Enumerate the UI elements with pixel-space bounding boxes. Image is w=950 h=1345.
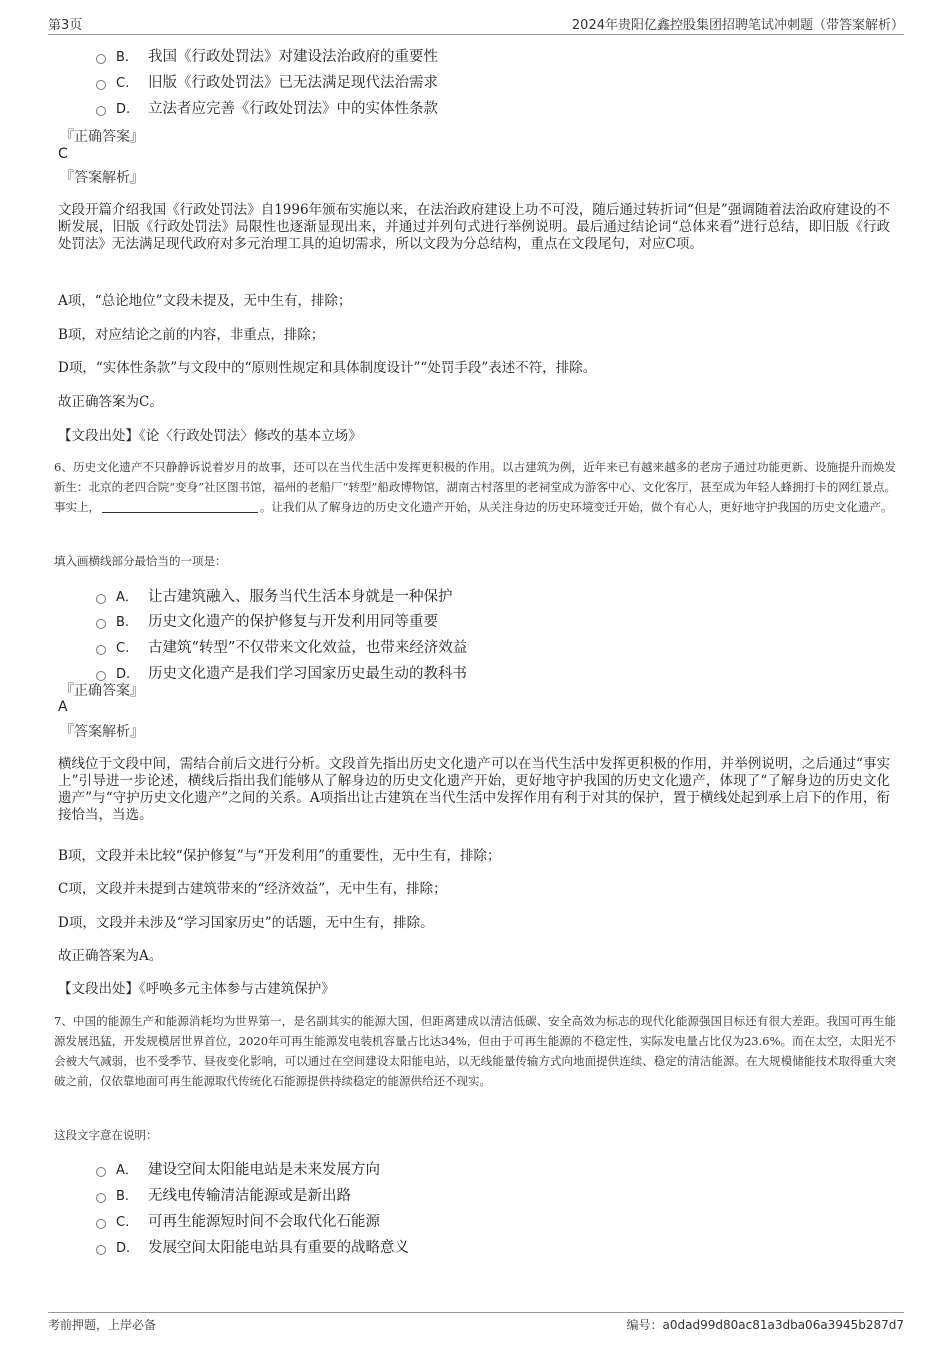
q6-analysis: 横线位于文段中间，需结合前后文进行分析。文段首先指出历史文化遗产可以在当代生活中发挥更积极的作用，并举例说明，之后通过“事实上”引导进一步论述，横线后指出我们能够从了解身边的历史文化遗产开始，更好地守护我国的历史文化遗产，体现了“了解身边的历史文化遗产”与“守护历史文化遗产”之间的关系。A项指出让古建筑在当代生活中发挥作用有利于对其的保护，置于横线处起到承上启下的作用，衔接恰当，当选。 [58, 756, 890, 823]
radio-icon[interactable] [96, 619, 106, 629]
q6-answer-label: 『正确答案』 [60, 683, 144, 699]
q6-analysis-label: 『答案解析』 [60, 724, 144, 740]
q7-stem: 7、中国的能源生产和能源消耗均为世界第一，是名副其实的能源大国，但距离建成以清洁低碳、安全高效为标志的现代化能源强国目标还有很大差距。我国可再生能源发展迅猛，开发规模居世界首位，2020年可再生能源发电装机容量占比达34%，但由于可再生能源的不稳定性，实际发电量占比仅为23.6%。而在太空，太阳光不会被大气减弱，也不受季节、昼夜变化影响，可以通过在空间建设太阳能电站，以无线能量传输方式向地面提供连续、稳定的清洁能源。在大规模储能技术取得重大突破之前，仅依靠地面可再生能源取代传统化石能源提供持续稳定的能源供给还不现实。 [54, 1014, 896, 1088]
q6-option-b[interactable]: B. 历史文化遗产的保护修复与开发利用同等重要 [96, 611, 438, 633]
page-number: 第3页 [48, 18, 83, 33]
q5-answer-label: 『正确答案』 [60, 129, 144, 145]
radio-icon[interactable] [96, 1167, 106, 1177]
q6-option-c[interactable]: C. 古建筑“转型”不仅带来文化效益，也带来经济效益 [96, 637, 467, 659]
q6-answer: A [58, 699, 68, 715]
q5-answer: C [58, 146, 68, 162]
q5-conclusion: 故正确答案为C。 [58, 394, 163, 410]
document-title: 2024年贵阳亿鑫控股集团招聘笔试冲刺题（带答案解析） [571, 18, 904, 33]
q5-option-d[interactable]: D. 立法者应完善《行政处罚法》中的实体性条款 [96, 98, 438, 120]
page-footer [48, 1312, 904, 1332]
q5-note-d: D项，“实体性条款”与文段中的“原则性规定和具体制度设计”“处罚手段”表述不符，排除。 [58, 360, 597, 376]
radio-icon[interactable] [96, 106, 106, 116]
q6-conclusion: 故正确答案为A。 [58, 948, 163, 964]
q7-prompt: 这段文字意在说明： [54, 1128, 158, 1142]
radio-icon[interactable] [96, 1219, 106, 1229]
radio-icon[interactable] [96, 645, 106, 655]
q5-option-b[interactable]: B. 我国《行政处罚法》对建设法治政府的重要性 [96, 46, 438, 68]
document-id: 编号：a0dad99d80ac81a3dba06a3945b287d7 [626, 1318, 904, 1332]
answer-blank [102, 500, 258, 513]
q5-analysis-label: 『答案解析』 [60, 170, 144, 186]
q6-note-b: B项，文段并未比较“保护修复”与“开发利用”的重要性，无中生有，排除； [58, 848, 501, 864]
q7-option-c[interactable]: C. 可再生能源短时间不会取代化石能源 [96, 1211, 380, 1233]
radio-icon[interactable] [96, 594, 106, 604]
q6-note-c: C项，文段并未提到古建筑带来的“经济效益”，无中生有，排除； [58, 881, 447, 897]
q5-analysis: 文段开篇介绍我国《行政处罚法》自1996年颁布实施以来，在法治政府建设上功不可没，随后通过转折词“但是”强调随着法治政府建设的不断发展，旧版《行政处罚法》局限性也逐渐显现出来，并通过并列句式进行举例说明。最后通过结论词“总体来看”进行总结，即旧版《行政处罚法》无法满足现代政府对多元治理工具的迫切需求，所以文段为分总结构，重点在文段尾句，对应C项。 [58, 202, 890, 252]
q7-option-d[interactable]: D. 发展空间太阳能电站具有重要的战略意义 [96, 1237, 409, 1259]
q5-note-a: A项，“总论地位”文段未提及，无中生有，排除； [58, 293, 352, 309]
radio-icon[interactable] [96, 80, 106, 90]
q6-stem: 6、历史文化遗产不只静静诉说着岁月的故事，还可以在当代生活中发挥更积极的作用。以古建筑为例，近年来已有越来越多的老房子通过功能更新、设施提升而焕发新生：北京的老四合院“变身”社区图书馆，福州的老船厂“转型”船政博物馆，湖南古村落里的老祠堂成为游客中心、文化客厅，甚至成为年轻人蜂拥打卡的网红景点。事实上， 。让我们从了解身边的历史文化遗产开始，从关注身边的历史环境变迁开始，做个有心人，更好地守护我国的历史文化遗产。 [54, 460, 896, 514]
page-header [48, 14, 904, 35]
q5-option-c[interactable]: C. 旧版《行政处罚法》已无法满足现代法治需求 [96, 72, 438, 94]
q5-note-b: B项，对应结论之前的内容，非重点，排除； [58, 327, 325, 343]
q6-source: 【文段出处】《呼唤多元主体参与古建筑保护》 [58, 981, 335, 997]
radio-icon[interactable] [96, 1245, 106, 1255]
q6-note-d: D项，文段并未涉及“学习国家历史”的话题，无中生有，排除。 [58, 915, 434, 931]
q5-source: 【文段出处】《论〈行政处罚法〉修改的基本立场》 [58, 428, 362, 444]
q6-option-d[interactable]: D. 历史文化遗产是我们学习国家历史最生动的教科书 [96, 663, 467, 685]
q7-option-b[interactable]: B. 无线电传输清洁能源或是新出路 [96, 1185, 351, 1207]
q7-option-a[interactable]: A． 建设空间太阳能电站是未来发展方向 [96, 1159, 380, 1181]
radio-icon[interactable] [96, 1193, 106, 1203]
q6-prompt: 填入画横线部分最恰当的一项是： [54, 554, 227, 568]
radio-icon[interactable] [96, 54, 106, 64]
footer-slogan: 考前押题，上岸必备 [48, 1318, 157, 1332]
q6-option-a[interactable]: A． 让古建筑融入、服务当代生活本身就是一种保护 [96, 586, 453, 608]
